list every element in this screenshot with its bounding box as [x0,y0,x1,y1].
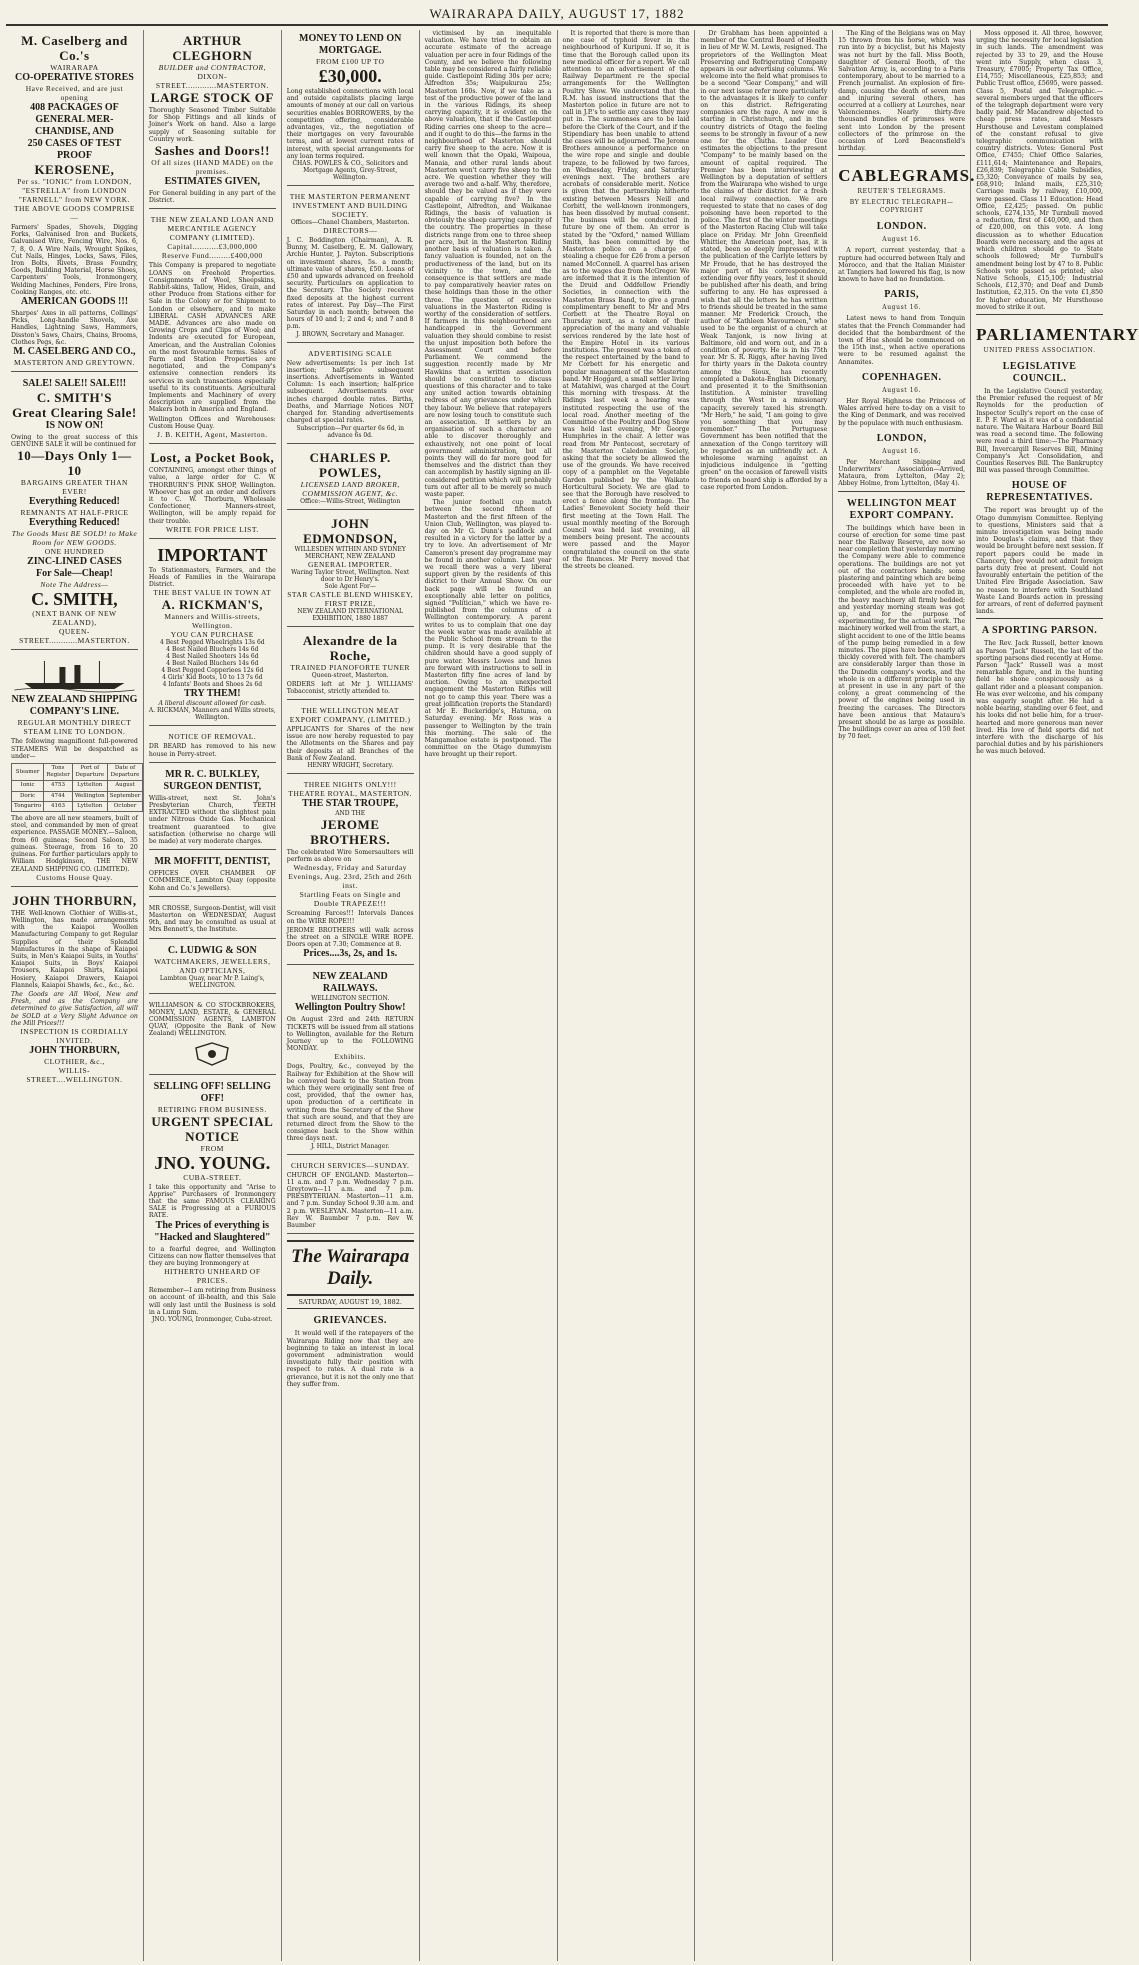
smith-sale-ad [11,375,138,650]
caselberg-towns: MASTERTON AND GREYTOWN. [13,358,135,368]
permanent-offices: Offices—Chanel Chambers, Masterton. [290,219,410,227]
young-body-3: Remember—I am retiring from Business on account of ill-health, and this Sale will only last until the Business is sold in a Lump Sum. [148,1287,276,1316]
shipping-table [11,763,143,812]
edmondson-ad [287,513,414,627]
list-item: 4 Infants' Boots and Shoes 2s 6d [162,681,263,689]
young-prices: The Prices of everything is "Hacked and Slaughtered" [154,1219,271,1243]
bulkley-ad [149,766,276,850]
bulkley-body: Willis-street, next St. John's Presbyterian Church, TEETH EXTRACTED without the slightest pain under Nitrous Oxide Gas. Mechanical treatment guaranteed to give satisfaction (otherwise no charge will be made) at very moderate charges. [148,794,276,845]
important: IMPORTANT [157,544,268,565]
now-on: IS NOW ON! [45,420,104,432]
table-cell: Lyttelton [72,801,107,811]
column-7-top-text: The King of the Belgians was on May 15 thrown from his horse, which was run into by a bicyclist, but his Majesty was not hurt by the fall. Miss Booth, daughter of General Booth, of the Salvation Army, is, according to a Paris contemporary, about to be married to a French journalist. An explosion of fire-damp, causing the death of seven men and injuring several others, has occurred at a colliery at Lourches, near Valenciennes. Nearly thirty-five thousand bundles of primroses were sent into London by the present collectors of the primrose on the occasion of Lord Beaconsfield's birthday. [838,30,966,153]
lost-body: CONTAINING, amongst other things of value, a large order for C. W. THORBURN'S PINK SHOP, Wellington. Whoever has got an order and delivers it to C. W. Thorburn, Wholesale Confectioner, Manners-street, Wellington, will be amply repaid for their trouble. [148,467,276,525]
copyright-sub: BY ELECTRIC TELEGRAPH—COPYRIGHT [849,199,954,215]
house-head: HOUSE OF REPRESENTATIVES. [986,480,1093,504]
young-body: I take this opportunity and "Arise to Apprise" Purchasers of Ironmongery that the same FAMOUS CLEARING SALE is Progressing at a FURIOUS RATE. [148,1183,276,1220]
list-item: 4 Best Nailed Bluchers 14s 6d [166,646,259,654]
london-head-2: LONDON, [876,432,927,444]
column-4 [420,30,558,1961]
thorburn-ad [11,890,138,1088]
list-item: 4 Best Nailed Shooters 14s 6d [166,653,259,661]
caselberg-line: 408 PACKAGES OF GENERAL MER-CHANDISE, AND [30,102,119,137]
powles-trade: LICENSED LAND BROKER, COMMISSION AGENT, &c. [300,479,400,498]
crosse-ad [149,900,276,939]
masthead-title: WAIRARAPA DAILY, AUGUST 17, 1882 [429,6,685,21]
sporting-body: The Rev. Jack Russell, better known as Parson "Jack" Russell, the last of the sporting parsons died recently at Home. Parson "Jack" Russell was a most remarkable figure, and in the hunting field he shone conspicuously as a gallant rider and a pleasant companion. He was ever welcome, and his company was eagerly sought after. He had a noble bearing, standing over 6 feet, and his looks did not belie him, for a truer-hearted and more generous man never lived. His love of field sports did not interfere with the discharge of his parochial duties and by his parishioners he was much beloved. [976,640,1103,756]
steamship-icon [11,659,138,691]
column-3 [282,30,420,1961]
table-header: Date of Departure [107,764,143,781]
nz-loan-body: This Company is prepared to negotiate LOANS on Freehold Properties. Consignments of Wool, Sheepskins, Rabbit-skins, Tallow, Hides, Grain, and other Produce from Stations either for Sale in the Colony or for Shipment to London or elsewhere, and to make LIBERAL CASH ADVANCES ARE MADE. Advances are also made on Growing Crops and Clips of Wool; and Indents are executed for European, American, and the Australian Colonies on the most favourable terms. Sales of Farm and Station Properties are negotiated, and the Company's extensive connection renders its services in such transactions especially useful to its constituents. Agricultural Implements and Machinery of every description are supplied from the Makers both in America and England. [148,262,276,414]
important-body: To Stationmasters, Farmers, and the Heads of Families in the Wairarapa District. [148,566,276,589]
caselberg-line: Have Received, and are just opening [25,84,124,102]
shipping-body: The following magnificent full-powered STEAMERS Will be despatched as under— [11,738,138,760]
meat-body: APPLICANTS for Shares of the new issue are now hereby requested to pay the Allotments on the Shares and pay their deposits at all Branches of the Bank of New Zealand. [286,725,414,762]
williamson-ad [149,997,276,1075]
date-4: August 16. [882,447,922,455]
date-2: August 16. [882,304,922,312]
table-cell: August [107,781,143,791]
railway-sig: J. HILL, District Manager. [310,1142,390,1150]
remnants: REMNANTS AT HALF-PRICE [20,508,129,518]
sashes-doors: Sashes and Doors!! [154,143,270,159]
removal-title: NOTICE OF REMOVAL. [168,732,257,742]
column-6 [695,30,833,1961]
paris-body: Latest news to hand from Tonquin states that the French Commander had decided that the bombardment of the town of Hue should be commenced on the 15th inst., when active operations were to be resumed against the Annamites. [838,315,966,366]
estimates-body: For General building in any part of the District. [148,190,276,205]
customs-house: Customs House Quay. [36,872,113,882]
sashes-sub: Of all sizes (HAND MADE) on the premises. [151,158,274,177]
table-row [12,781,143,791]
article-valuation: victimised by an inequitable valuation. We have tried to obtain an accurate estimate of the acreage valuation per acre in four Ridings of the County, and we believe the following table may be considered a fairly reliable guide. Castlepoint Riding 30s per acre; Alfredton 35s; Waipukurau 25s; Masterton 160s. Now, if we take as a test of the productive power of the land in the various Ridings, its sheep carrying capacity, it is evident on the above valuation, that if the Castlepoint Riding carries one sheep to the acre—and it ought to do this—the farms in the neighbourhood of Masterton should carry five sheep to the acre. Now it is well known that the Opaki, Waipoua, Manaia, and other rural lands about Masterton won't carry five sheep to the acre. We question whether they will average two and a-half. Why, therefore, should they be valued as if they were capable of carrying five? In the Castlepoint, Alfredton, and Waikanae Ridings, the basis of valuation is obviously the sheep carrying capacity of the country. The properties in these districts range from one to three sheep per acre, but in the Masterton Riding another basis of valuation is taken. A fancy valuation is founded, not on the productiveness of the land, but on its vicinity to the town, and the consequence is that settlers are made to pay comparatively heavier rates on these holdings than those in the other three. The question of excessive valuations in the Masterton Riding is worthy of the consideration of settlers. If farmers in this neighbourhood are handicapped in the Government valuation they should combine to resist the unjust imposition both before the Assessment Court and before Parliament. We commend the suggestion recently made by Mr Hawkins that a written association should be constituted to discuss questions of this character and to take any united action towards obtaining redress of any grievances under which they labour. We believe that ratepayers are now losing touch to constitute such an association. If settlers by an organisation of such a character are able to discover thoroughly and exhaustively, not one point of local government administration, but all points they will do far more good for themselves and the district than they can accomplish by hastily signing an ill-considered petition which will probably turn out after all to be merely so much waste paper. [424,30,552,498]
reserve: Reserve Fund.........£400,000 [161,251,263,261]
moffitt-name: MR MOFFITT, DENTIST, [154,856,271,868]
three-nights: THREE NIGHTS ONLY!!! [303,779,397,789]
shipping-title: NEW ZEALAND SHIPPING COMPANY'S LINE. [11,694,138,718]
nameplate: The Wairarapa Daily. [287,1240,414,1296]
everything-reduced-1: Everything Reduced! [29,496,120,508]
smith-body: Owing to the great success of this GENUINE SALE it will be continued for [11,434,138,449]
caselberg-sub: WAIRARAPA [50,63,99,72]
theatre-royal: THEATRE ROYAL, MASTERTON. [288,788,412,798]
poultry-show: Wellington Poultry Show! [294,1002,406,1014]
church-body: CHURCH OF ENGLAND. Masterton—11 a.m. and 7 p.m. Wednesday 7 p.m. Greytown—11 a.m. and 7 p.m. PRESBYTERIAN. Masterton—11 a.m. and 7 p.m. Sunday School 9.30 a.m. and 2 p.m. WESLEYAN. Masterton—11 a.m. Rev W. Baumber 7 p.m. Rev W. Baumber [286,1171,414,1230]
copenhagen-body: Her Royal Highness the Princess of Wales arrived here to-day on a visit to the King of Denmark, and was received by the populace with much enthusiasm. [838,397,966,427]
masthead [6,0,1108,26]
advertising-body: New advertisements: 1s per inch 1st insertion; half-price subsequent insertions. Advertisements in Wanted Column: 1s each insertion; half-price subsequent. Advertisements over inches charged double rates. Births, Deaths, and Marriage Notices NOT charged for. Standing advertisements charged at special rates. [286,359,414,425]
grievances-body: It would well if the ratepayers of the Wairarapa Riding now that they are beginning to take an interest in local government administration would investigate fully their position with respect to rates. A dual rate is a grievance, but it is not the only one that they suffer from. [286,1330,414,1388]
capital: Capital...........£3,000,000 [167,242,258,252]
list-item: 4 Best Pegged Copperiees 12s 6d [161,667,264,675]
advertising-title: ADVERTISING SCALE [308,348,393,358]
inspection: INSPECTION IS CORDIALLY INVITED. [20,1026,129,1045]
caselberg-body: Farmers' Spades, Shovels, Digging Forks, Galvanised Iron and Buckets, Galvanised Wire, Fencing Wire, Nos. 6, 7, 8, 0. A Wire Nails, Wrought Spikes, Cut Nails, Hinges, Locks, Saws, Files, Iron Bolts, Rivets, Brass Foundry, Goods, Building Material, Horse Shoes, Carpenters' Tools, Ironmongery, Welding Machines, Fenders, Fire Irons, Cooking Ranges, etc. etc. [11,224,138,296]
cleghorn-ad [149,30,276,209]
meat-title: THE WELLINGTON MEAT EXPORT COMPANY, (LIMITED.) [289,705,411,724]
church-ad [287,1158,414,1235]
cleghorn-name: ARTHUR CLEGHORN [172,33,253,63]
sole-agent: Sole Agent For— [324,582,376,590]
thorburn-body: THE Well-known Clothier of Willis-st., Wellington, has made arrangements with the Kaiapoi Woollen Manufacturing Company to get Regular Supplies of their Splendid Manufactures in the shape of Kaiapoi Suits, in Men's Kaiapoi Suits, in Youths' Kaiapoi Suits, in Boys' Kaiapoi Trousers, Kaiapoi Shirts, Kaiapoi Hosiery, Kaiapoi Drawers, Kaiapoi Flannels, Kaiapoi Shawls, &c., &c., &c. [11,909,138,989]
exhibition: NEW ZEALAND INTERNATIONAL EXHIBITION, 1880 1887 [297,607,403,622]
goods-must-be-sold: The Goods Must BE SOLD! to Make Room for NEW GOODS. [11,529,138,548]
williamson-body: WILLIAMSON & CO STOCKBROKERS, MONEY, LAND, ESTATE, & GENERAL COMMISSION AGENTS, LAMBTON QUAY, (Opposite the Bank of New Zealand) WELLINGTON. [148,1001,276,1038]
column-2 [144,30,282,1961]
london-head-1: LONDON. [876,221,927,233]
list-item: 4 Best Pegged Wheelrights 13s 6d [160,639,265,647]
permanent-directors: DIRECTORS— [323,226,378,236]
theatre-ad [287,777,414,965]
advertising-subs: Subscription—Per quarter 6s 6d, in advance 6s 0d. [296,424,405,439]
young-sig: JNO. YOUNG, Ironmonger, Cuba-street. [152,1316,273,1324]
whisky: STAR CASTLE BLEND WHISKEY, FIRST PRIZE, [287,589,414,608]
nz-loan-signature: J. B. KEITH, Agent, Masterton. [157,430,268,440]
railway-sub: WELLINGTON SECTION. [311,995,390,1003]
from-label: FROM [200,1143,224,1153]
one-hundred: ONE HUNDRED [44,547,105,557]
smith-name: C. SMITH'S [36,390,112,406]
jerome-body: The celebrated Wire Somersaulters will perform as above on [286,848,414,864]
crosse-body: MR CROSSE, Surgeon-Dentist, will visit Masterton on WEDNESDAY, August 9th, and may be consulted as usual at Mrs Bennett's, the Institute. [148,904,276,934]
nz-loan-title: THE NEW ZEALAND LOAN AND MERCANTILE AGENCY COMPANY (LIMITED). [150,215,274,243]
table-cell: October [107,801,143,811]
columns [6,30,1139,1961]
caselberg-ad [11,30,138,372]
edmondson-name: JOHN EDMONDSON, [303,515,398,546]
nz-loan-offices: Wellington Offices and Warehouses: Custom House Quay. [148,415,276,430]
beard-body: DR BEARD has removed to his new house in Perry-street. [148,743,276,758]
and-the: AND THE [335,809,366,817]
roche-ad [287,630,414,700]
caselberg-line: 250 CASES OF TEST PROOF [27,138,122,161]
copenhagen-head: COPENHAGEN. [861,371,942,383]
jerome-stunts: Startling Feats on Single and Double TRAPEZE!!! [299,890,401,909]
american-body: Sharpes' Axes in all patterns, Collings' Picks, Long-handle Shovels, Axe Handles, Lightning Saws, Hammers, Disston's Saws, Chairs, Chains, Brooms, Clothes Pegs, &c. [11,310,138,346]
cablegrams-head: CABLEGRAMS. [838,166,976,186]
thorburn-clothier: CLOTHIER, &c., [44,1056,105,1066]
column-7 [833,30,976,1961]
article-local-news: The junior football cup match between the second fifteen of Masterton and the first fifteen of the Union Club, Wellington, was played to-day on Mr G. Dunn's paddock and resulted in a victory for the latter by a try to love. An advertisement of Mr Cameron's present day programme may be found in another column. Last year we recall there was a very liberal support given by the residents of this district to their Annual Show. On our back page will be found an exceptionally able letter on politics, signed "Politician," which we have re-published from the columns of a Wellington contemporary. A parent writes to us to complain that one day the week water was made available at the Public School from stream to the pump. It is very desirable that the children should have a good supply of pure water. Messrs Lowes and Innes are forward with instructions to sell in Masterton fifty fine acres of land by auction. Owing to an unexpected engagement the Masterton Rifles will not go to camp this year. There was a great jollification (reports the Standard) at Mr E. Buckeridge's, Hatuma, on Saturday evening. Mr Ross was a passenger to Wellington by the train this morning. The sale of the Mangamahoe estate is postponed. The committee on the Otago dummyism have brought up their report. [424,499,552,759]
smith-street: QUEEN-STREET............MASTERTON. [19,627,130,646]
caselberg-stores: CO-OPERATIVE STORES [15,72,134,83]
thorburn-note: The Goods are All Wool, New and Fresh, and as the Company are determined to give Satisfaction, all will be SOLD at a Very Slight Advance on the Mill Prices!!! [11,990,138,1027]
clearing-sale: Great Clearing Sale! [12,405,137,421]
thorburn-footer: JOHN THORBURN, [29,1044,120,1056]
thorburn-street: WILLIS-STREET....WELLINGTON. [26,1065,123,1084]
shipping-ad [11,653,141,886]
railway-title: NEW ZEALAND RAILWAYS. [312,971,388,995]
advertising-scale [287,346,414,444]
table-header: Tons Register [44,764,73,781]
table-cell: Wellington [72,791,107,801]
date-1: August 16. [882,236,922,244]
london-body-2: Per Merchant Shipping and Underwriters' Association—Arrived, Mataura, from Lyttelton, (May 2); Abbey Holme, from Lyttelton, (May 4). [838,458,966,488]
money-sig: CHAS. POWLES & CO., Solicitors and Mortgage Agents, Grey-Street, Wellington. [292,160,408,182]
article-local-notes: It is reported that there is more than one case of typhoid fever in the neighbourhood of Kuripuni. If so, it is time that the Borough called upon its new medical officer for a report. We call attention to an advertisement of the Railway Department re the special arrangements for the Wellington Poultry Show. We understand that the R.M. has issued instructions that the Masterton police in future are not to call in J.P.'s to settle any cases they may put in. The summonses are to be laid before the Clerk of the Court, and if the Stipendiary has been unable to attend the cases will be adjourned. The Jerome Brothers announce a performance on the wire rope and single and double trapeze, to be followed by two farces, on Wednesday, Friday, and Saturday evenings next. The brothers are acrobats of considerable merit. Notice is given that the partnership hitherto existing between Messrs Neill and Corbitt, the well-known ironmongers, has been dissolved by mutual consent. The business will be conducted in future by one of them. An error is stated by the "Oxford," named William Smith, has been committed by the Masterton police on a charge of stealing a cheque for £26 from a person named McConnell. A quarrel has arisen as to the wages due from McGregor. We are informed that it is the intention of the Druid and Oddfellow Friendly Societies, in connection with the Masterton Brass Band, to give a grand complimentary benefit to Mr and Mrs Corbett at the Theatre Royal on Thursday next, as a token of their appreciation of the many and valuable services rendered by the late host of the Empire Hotel in its various institutions. The present was a token of the respect entertained by the band to Mr Corbett for his energetic and popular management of the Masterton band. Mr Hoggard, a small settler living at Matahiwi, was charged at the Court this morning with trespass. At the Ridings last week a hearing was instituted respecting the use of the local road. Another meeting of the Committee of the Poultry and Dog Show was held last evening, Mr George Humphries in the chair. A letter was read from Mr Pentecost, secretary of the Masterton Caledonian Society, asking that the society be allowed the use of the grounds. We have received copy of a pamphlet on the Vegetable Garden published by the Waikato Horticultural Society. We are glad to see that the Borough have resolved to erect a fence along the frontage. The Ladies' Benevolent Society held their first meeting at the Town Hall. The usual monthly meeting of the Borough Council was held last evening, all members being present. The accounts were passed and the Mayor congratulated the council on the state of the finances. Mr Perry moved that the streets be cleaned. [562,30,690,571]
edmondson-trade: WILLESDEN WITHIN AND SYDNEY MERCHANT, NEW ZEALAND [294,545,406,560]
meat-shares-ad [287,703,414,774]
bulkley-name: MR R. C. BULKLEY, SURGEON DENTIST, [163,768,262,792]
powles-name: CHARLES P. POWLES, [309,449,391,480]
shield-icon [192,1041,232,1067]
star-troupe: THE STAR TROUPE, [302,797,399,809]
for-sale-cheap: For Sale—Cheap! [36,568,113,580]
parliamentary-head: PARLIAMENTARY [976,324,1139,344]
ludwig-addr: Lambton Quay, near Mr P. Laing's, WELLINGTON. [159,974,265,989]
dateline: SATURDAY, AUGUST 19, 1882. [287,1299,414,1309]
paris-head: PARIS, [884,289,920,301]
general-importer: GENERAL IMPORTER. [307,559,393,569]
table-cell: 4163 [44,801,73,811]
list-item: 4 Best Nailed Bluchers 14s 6d [166,660,259,668]
list-item: 4 Girls' Kid Boots, 10 to 13 7s 6d [162,674,263,682]
purchase: YOU CAN PURCHASE [170,630,254,640]
date-3: August 16. [882,386,922,394]
article-general-notes: Dr Grabham has been appointed a member of the Central Board of Health in lieu of Mr W. M. Lewis, resigned. The proprietors of the Wellington Meat Preserving and Refrigerating Company appears in our advertising columns. We welcome into the field what promises to be a second "Gear Company," and will in our next issue refer more particularly to the advantages it is likely to confer on this district. Refrigerating companies are the rage. A new one is starting in Christchurch, and in the country districts of Otago the feeling seems to be strongly in favour of a new one for the Clutha. Leader Gue estimates the objections to the present "Company" to be mainly based on the amount of capital required. The Premier has been interviewing at Wellington by a deputation of settlers from the Wairarapa who wished to urge the claims of their district for a fresh local railway connection. We are requested to state that no cases of dog poisoning have been reported to the police. The first of the winter meetings of the Masterton Racing Club will take place on Friday. Mr John Greenfield Whittier, the American poet, has, it is stated, been so deeply impressed with the publication of the Carlyle letters by Mr Froude, that he has destroyed the major part of his correspondence, extending over fifty years, lest it should be published after his death, and bring suffering to any. He has expressed a wish that all the letters he has written to friends should be treated in the same manner. Mr Frederick Crouch, the author of "Kathleen Mavourneen," who used to be the organist of a church at Weak Tanjonk, is now living at Baltimore, old and worn out, and in a condition of poverty. He is in his 75th year. Mr S. R. Riggs, after having lived for thirty years in the Dakota country among the Sioux, has recently completed a Dakota-English Dictionary, and presented it to the Smithsonian Institution. A minister travelling through the West in a missionary capacity, severely taxed his strength. "Mr Herb," he said, "I am going to give you something that you may remember." The Portuguese Government has been notified that the annexation of the Congo territory will be regarded as an unfriendly act. A wholesome warning against an injudicious indulgence in "getting green" on the occasion of farewell visits to friends on board ship is afforded by a case reported from London. [700,30,828,491]
bargains: BARGAINS GREATER THAN EVER! [20,478,128,497]
lost-title: Lost, a Pocket Book, [150,450,275,466]
young-addr: CUBA-STREET. [183,1172,242,1182]
moffitt-ad [149,853,276,897]
ten-days: 10—Days Only 1—10 [17,448,132,479]
everything-reduced-2: Everything Reduced! [29,517,120,529]
caselberg-title: M. Caselberg and Co.'s [21,33,128,63]
young-body-2: to a fearful degree, and Wellington Citizens can now flatter themselves that they are buying Ironmongery at [148,1245,276,1268]
young-name: JNO. YOUNG. [154,1152,271,1173]
roche-title: Alexandre de la Roche, [302,632,398,663]
table-cell: 4744 [44,791,73,801]
caselberg-line: KEROSENE, [34,162,115,177]
rickman-ad [149,542,276,727]
column-5 [558,30,696,1961]
urgent-notice: URGENT SPECIAL NOTICE [151,1113,274,1144]
column-1 [6,30,144,1961]
jerome-dates: Wednesday, Friday and Saturday Evenings, Aug. 23rd, 25th and 26th inst. [288,863,413,891]
selling-off: SELLING OFF! SELLING OFF! [153,1080,271,1104]
london-body-1: A report, current yesterday, that a rupture had occurred between Italy and Morocco, and that the Italian Minister at Tangiers had lowered his flag, is now known to have had no foundation. [838,247,966,284]
young-ad [149,1078,276,1327]
estimates-given: ESTIMATES GIVEN, [164,176,261,188]
table-cell: Lyttelton [72,781,107,791]
zinc-lined-cases: ZINC-LINED CASES [27,556,122,568]
column-8 [971,30,1139,1961]
table-header: Port of Departure [72,764,107,781]
jerome-body-2: Screaming Farces!!! Intervals Dances on the WIRE ROPE!!! [286,910,414,925]
money-title: MONEY TO LEND ON MORTGAGE. [299,33,402,56]
table-cell: Doric [12,791,44,801]
money-from: FROM £100 UP TO [315,57,385,66]
meat-sig: HENRY WRIGHT, Secretary. [307,761,394,769]
moffitt-body: OFFICES OVER CHAMBER OF COMMERCE, Lambton Quay (opposite Kohn and Co.'s Jewellers). [148,870,276,892]
removal-ad [149,729,276,762]
jerome-brothers: JEROME BROTHERS. [310,816,391,847]
table-cell: Ionic [12,781,44,791]
permanent-sig: J. BROWN, Secretary and Manager. [296,330,405,338]
united-press: UNITED PRESS ASSOCIATION. [983,346,1096,354]
exhibits-body: Dogs, Poultry, &c., conveyed by the Railway for Exhibition at the Show will be conveyed back to the Station from which they were originally sent free of cost, provided, that the owner has, upon production of a certificate in writing from the Secretary of the Show that such are sound, and that they are returned direct from the Show to the consignee back to the Show within three days next. [286,1063,414,1143]
table-header: Steamer [12,764,44,781]
railway-ad [287,968,414,1154]
table-row [12,801,143,811]
powles-office: Office:—Willis-Street, Wellington [300,497,401,505]
money-amount: £30,000. [318,66,382,86]
church-title: CHURCH SERVICES—SUNDAY. [290,1160,410,1170]
grievances-head: GRIEVANCES. [313,1315,387,1327]
waring-addr: Waring Taylor Street, Wellington. Next door to Dr Henry's. [291,568,410,583]
note-address: Note The Address— [40,580,109,590]
table-cell: September [107,791,143,801]
council-head: LEGISLATIVE COUNCIL. [1002,360,1077,384]
hitherto: HITHERTO UNHEARD OF PRICES. [164,1267,261,1286]
ludwig-title: C. LUDWIG & SON [167,944,257,956]
caselberg-footer: M. CASELBERG AND CO., [13,346,136,358]
cleghorn-body: Thoroughly Seasoned Timber Suitable for Shop Fittings and all kinds of Joiner's Work on hand. Also a large supply of Seasoning suitable for Country work. [148,107,276,143]
council-body: In the Legislative Council yesterday, the Premier refused the request of Mr Reynolds for the production of Inspector Scully's report on the case of E. P. F. Ward as it was of a confidential nature. The Waitara Harbour Board Bill was read a second time. The following were read a third time:—The Pharmacy Bill, Invercargill Reserves Bill, Mining Company's Act Consolidation, and Counties Reserves Bill. The Bankruptcy Bill was passed through Committee. [976,387,1103,475]
shipping-monthly: REGULAR MONTHLY DIRECT STEAM LINE TO LONDON. [17,718,132,737]
column-8-top-text: Moss opposed it. All three, however, urging the necessity for local legislation in such lands. The amendment was rejected by 33 to 29, and the House went into Supply, when class 3, Treasury, £7005; Property Tax Office, £14,755; Miscellaneous, £25,853; and Public Trust office, £5695, were passed. Class 5, Postal and Telegraphic.—several members urged that the officers of the telegraph department were very badly paid. Mr Macandrew objected to cheap press rates, and Messrs Hursthouse and Levestam complained of the constant refusal to give telegraphic communication with country districts. Votes: General Post Office, £7455; Chief Office Salaries, £111,614; Maintenance and Repairs, £26,839; Telegraphic Cable Subsidies, £5,320; Conveyance of mails by sea, £68,910; Inland mails, £25,310; Carriage mails by railway, £10,000, were passed. Class 11 Education: Head Office, £2,425; passed. On public schools, £274,135, Mr Turnbull moved a reduction, first of £40,000, and then of £20,000, on this vote. A long discussion as to whether Education Boards were necessary, and the ages at which children should go to State schools followed; Mr Turnbull's amendment being lost by 47 to 8. Public Schools vote passed as printed; also Native Schools, £15,100; Industrial Schools, £12,370; and Deaf and Dumb Institution, £2,315. On the vote £1,850 for higher education, Mr Hursthouse moved to strike it out. [976,30,1103,311]
sporting-head: A SPORTING PARSON. [981,625,1098,637]
money-ad [287,30,414,186]
prices: Prices....3s, 2s, and 1s. [303,948,398,960]
powles-ad [287,447,414,510]
lost-ad [149,447,276,539]
table-row [12,791,143,801]
caselberg-line: "ESTRELLA" from LONDON [22,186,127,195]
roche-body: ORDERS left at Mr J. WILLIAMS' Tobacconist, strictly attended to. [286,680,414,695]
permanent-body: J. C. Boddington (Chairman), A. R. Bunny, M. Caselberg, E. M. Gallowary, Archie Hunter, J. Payton. Subscriptions on investment shares, 5s. a month; ultimate value of shares, £50. Loans of £50 and upwards advanced on freehold security. Particulars on application to the Secretary. The Society receives fixed deposits at the highest current rates of interest. Pay Day—The First Saturday in each month; between the hours of 10 and 1; 2 and 4; and 7 and 8 p.m. [286,237,414,331]
reuter-sub: REUTER'S TELEGRAMS. [857,188,946,196]
permanent-title: THE MASTERTON PERMANENT INVESTMENT AND BUILDING SOCIETY. [289,192,411,220]
caselberg-line: "FARNELL" from NEW YORK. [18,195,131,204]
thorburn-name: JOHN THORBURN, [12,892,137,908]
meat-export-head: WELLINGTON MEAT EXPORT COMPANY. [846,497,957,521]
ludwig-ad [149,942,276,994]
liberal-discount: A liberal discount allowed for cash. [158,700,267,708]
permanent-ad [287,189,414,343]
important-best: THE BEST VALUE IN TOWN AT [153,588,272,598]
house-body: The report was brought up of the Otago dummyism Committee. Replying to questions, Ministers said that a minute investigation was being made into Douglas's claims, and that they would be brought before next session. If report papers could be made in Chancery, they would not admit foreign parts duty free at present. Could not favourably entertain the petition of the United Fire Brigade Association. Saw no reason to interfere with Southland Waste Land Boards action in pressing for arrears, of rent of deferred payment lands. [976,507,1104,616]
caselberg-line: Per ss. "IONIC" from LONDON, [17,177,132,186]
american-goods: AMERICAN GOODS !!! [20,296,129,308]
smith-bank: (NEXT BANK OF NEW ZEALAND), [32,609,117,628]
poultry-body: On August 23rd and 24th RETURN TICKETS will be issued from all stations to Wellington, available for the Return Journey up to the FOLLOWING MONDAY. [286,1016,414,1053]
smith-big: C. SMITH, [31,589,118,610]
table-cell: 4753 [44,781,73,791]
try-them: TRY THEM! [184,688,241,700]
money-body: Long established connections with local and outside capitalists placing large amounts of money at our call on various securities enables BORROWERS, by the competition offering, considerable advantages, viz., the negotiation of their mortgages on very favourable terms, and at lowest current rates of interest, with special arrangements for any loan terms required. [286,88,414,160]
jerome-body-3: JEROME BROTHERS will walk across the street on a SINGLE WIRE ROPE. Doors open at 7.30; Commence at 8. [286,926,414,949]
nz-loan-ad [149,212,276,444]
rickman-name: A. RICKMAN'S, [161,597,264,613]
rickman-addr: Manners and Willis-streets, Wellington. [164,612,261,631]
sale-header: SALE! SALE!! SALE!!! [22,378,127,390]
cleghorn-trade: BUILDER and CONTRACTOR, [158,63,267,72]
table-cell: Tongariro [12,801,44,811]
large-stock: LARGE STOCK OF [150,90,274,105]
exhibits: Exhibits. [334,1052,366,1062]
roche-trade: TRAINED PIANOFORTE TUNER [290,662,411,672]
shipping-note: The above are all new steamers, built of steel, and commanded by men of great experience. PASSAGE MONEY.—Saloon, from 60 guineas; Second Saloon, 35 guineas. Steerage, from 16 to 20 guineas. For further particulars apply to William Hodgkinson, THE NEW ZEALAND SHIPPING CO. (LIMITED). [11,815,138,873]
meat-export-body: The buildings which have been in course of erection for some time past near the Railway Reserve, are now so near completion that yesterday morning the Company were able to commence operations. The buildings are not yet out of the contractors hands; some plastering and painting which are being proceeded with have yet to be completed, and the whole are roofed in, the heavy machinery all firmly bedded; and yesterday morning steam was got up, and for the purpose of experimenting, for the actual work. The machinery worked well from the start, a slight accident to one of the little beams of the pump being remedied in a few minutes. The pipes have been nearly all thickly covered with felt. The chambers are considerably larger than those in the Dunedin company's works, and the whole is on a different principle to any at present in use in any part of the colony, a great commencing of the power of the engines being used in freezing the carcases. The Directors have been anxious that Mataura's present should be as large as possible. The buildings cover an area of 150 feet by 70 feet. [838,524,966,741]
lost-write: WRITE FOR PRICE LIST. [165,524,259,534]
retiring: RETIRING FROM BUSINESS. [157,1104,267,1114]
caselberg-line: THE ABOVE GOODS COMPRISE— [13,204,135,222]
roche-addr: Queen-street, Masterton. [311,671,389,679]
ludwig-trade: WATCHMAKERS, JEWELLERS, AND OPTICIANS, [154,956,271,975]
rickman-sig: A. RICKMAN, Manners and Willis streets, Wellington. [148,707,276,722]
cleghorn-street: DIXON-STREET.............MASTERTON. [155,72,269,90]
